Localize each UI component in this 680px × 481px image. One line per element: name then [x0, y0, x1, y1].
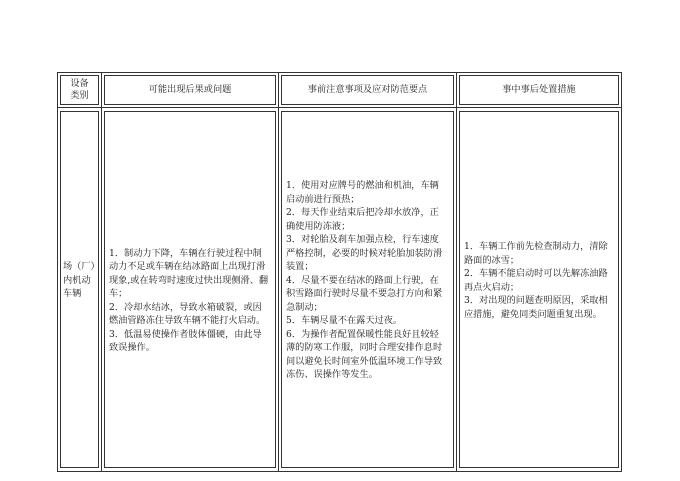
consequences-text: 1．制动力下降，车辆在行驶过程中制动力不足或车辆在结冰路面上出现打滑现象,或在转弯时速度过快出现侧滑、翻车； 2．冷却水结冰，导致水箱破裂，或因燃油管路冻住导致车辆不能打火启动。 3．低温易使操作者肢体僵硬，由此导致误操作。 [109, 247, 269, 353]
header-measures [457, 73, 622, 108]
header-precautions [279, 73, 457, 108]
header-measures-text: 事中事后处置措施 [502, 84, 576, 95]
measures-text: 1．车辆工作前先检查制动力，清除路面的冰雪； 2．车辆不能启动时可以先解冻油路再点火启动； 3．对出现的问题查明原因，采取相应措施，避免同类问题重复出现。 [464, 241, 608, 320]
header-precautions-text: 事前注意事项及应对防范要点 [307, 84, 428, 95]
cell-precautions [279, 108, 457, 472]
cell-measures [457, 108, 622, 472]
header-consequences-text: 可能出现后果或问题 [148, 84, 232, 95]
header-equipment-category [58, 73, 102, 108]
category-text: 场（厂） 内机动 车辆 [63, 261, 100, 300]
table-row [58, 108, 622, 472]
cell-consequences [102, 108, 279, 472]
cell-category [58, 108, 102, 472]
precautions-text: 1．使用对应牌号的燃油和机油，车辆启动前进行预热； 2．每天作业结束后把冷却水放净，正确使用防冻液； 3．对轮胎及刹车加强点检，行车速度严格控制，必要的时候对轮胎加装防滑装置； 4．尽量不要在结冰的路面上行驶，在积雪路面行驶时尽量不要急打方向和紧急制动； 5．车辆尽量不在露天过夜。 6．为操作者配置保暖性能良好且较轻薄的防寒工作服，同时合理安排作息时间以避免长时间室外低温环境工作导致冻伤、误操作等发生。 [286, 180, 443, 381]
hazard-table [57, 72, 622, 472]
header-consequences [102, 73, 279, 108]
table-header-row [58, 73, 622, 108]
header-equipment-category-text: 设备 类别 [70, 78, 89, 101]
